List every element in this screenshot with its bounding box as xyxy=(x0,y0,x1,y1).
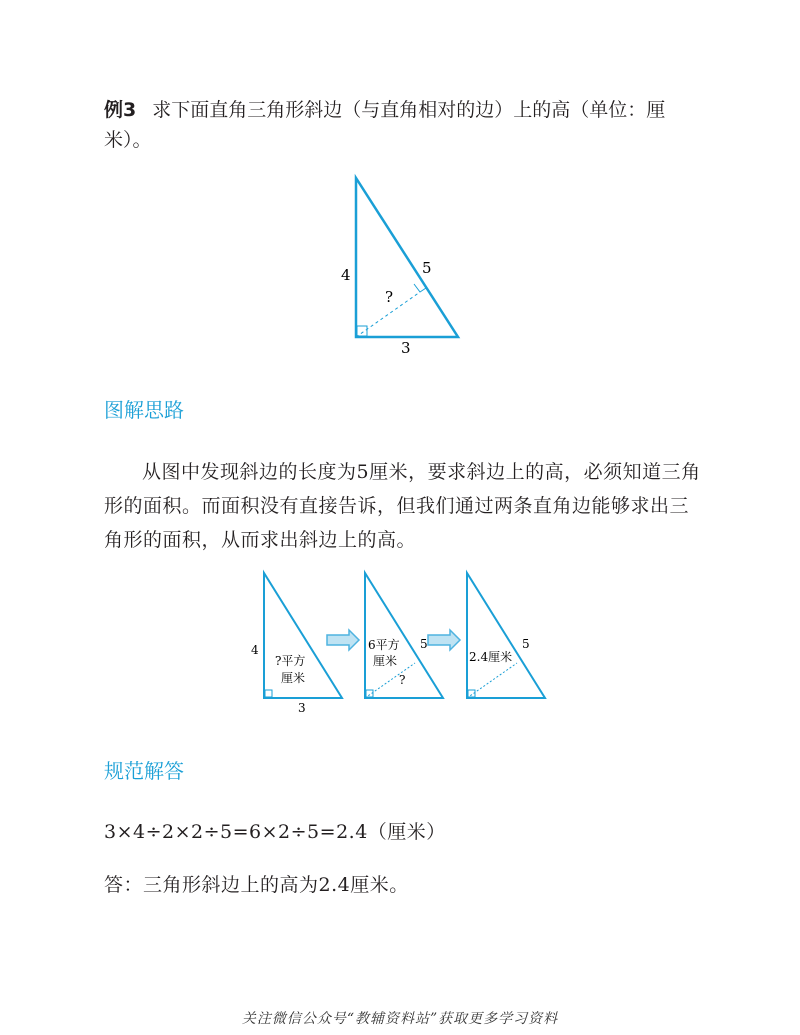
leg-vertical-label: 4 xyxy=(341,266,351,284)
step2-area-line1: 6平方 xyxy=(368,638,400,652)
step3-height-label: 2.4厘米 xyxy=(469,650,513,664)
step2-hypotenuse-label: 5 xyxy=(420,637,428,651)
analysis-paragraph xyxy=(104,455,714,557)
analysis-heading: 图解思路 xyxy=(104,398,184,422)
steps-figure xyxy=(240,565,560,715)
step1-leg-vertical-label: 4 xyxy=(251,643,259,657)
step1-area-line1: ?平方 xyxy=(275,654,306,668)
main-triangle-figure xyxy=(330,170,480,360)
step3-hypotenuse-label: 5 xyxy=(522,637,530,651)
footer-note: 关注微信公众号“教辅资料站”获取更多学习资料 xyxy=(241,1011,559,1027)
example-statement xyxy=(104,95,704,155)
unknown-height-label: ? xyxy=(385,288,394,306)
step1-area-line2: 厘米 xyxy=(281,671,306,685)
hypotenuse-label: 5 xyxy=(422,259,432,277)
step3-triangle-group xyxy=(467,573,545,698)
example-text-line1: 求下面直角三角形斜边（与直角相对的边）上的高（单位：厘 xyxy=(152,99,666,121)
analysis-line-3: 角形的面积，从而求出斜边上的高。 xyxy=(104,529,417,551)
step1-right-angle-mark xyxy=(265,690,272,697)
solution-equation: 3×4÷2×2÷5=6×2÷5=2.4（厘米） xyxy=(104,821,446,843)
step2-area-line2: 厘米 xyxy=(373,654,398,668)
solution-heading: 规范解答 xyxy=(104,759,184,783)
step3-triangle xyxy=(467,573,545,698)
arrow-right-icon-2 xyxy=(428,630,460,650)
leg-horizontal-label: 3 xyxy=(401,339,411,357)
step1-leg-horizontal-label: 3 xyxy=(298,701,306,715)
example-text-line2: 米）。 xyxy=(104,129,152,151)
step2-unknown-height-label: ? xyxy=(399,673,406,687)
analysis-line-1: 从图中发现斜边的长度为5厘米，要求斜边上的高，必须知道三角 xyxy=(142,461,701,483)
right-angle-mark xyxy=(357,326,367,336)
step2-height-line xyxy=(365,663,415,698)
example-label: 例3 xyxy=(104,99,137,121)
step3-height-line xyxy=(467,663,517,698)
main-triangle xyxy=(356,178,458,337)
arrow-right-icon-1 xyxy=(327,630,359,650)
solution-answer: 答：三角形斜边上的高为2.4厘米。 xyxy=(104,874,409,896)
analysis-line-2: 形的面积。而面积没有直接告诉，但我们通过两条直角边能够求出三 xyxy=(104,495,690,517)
